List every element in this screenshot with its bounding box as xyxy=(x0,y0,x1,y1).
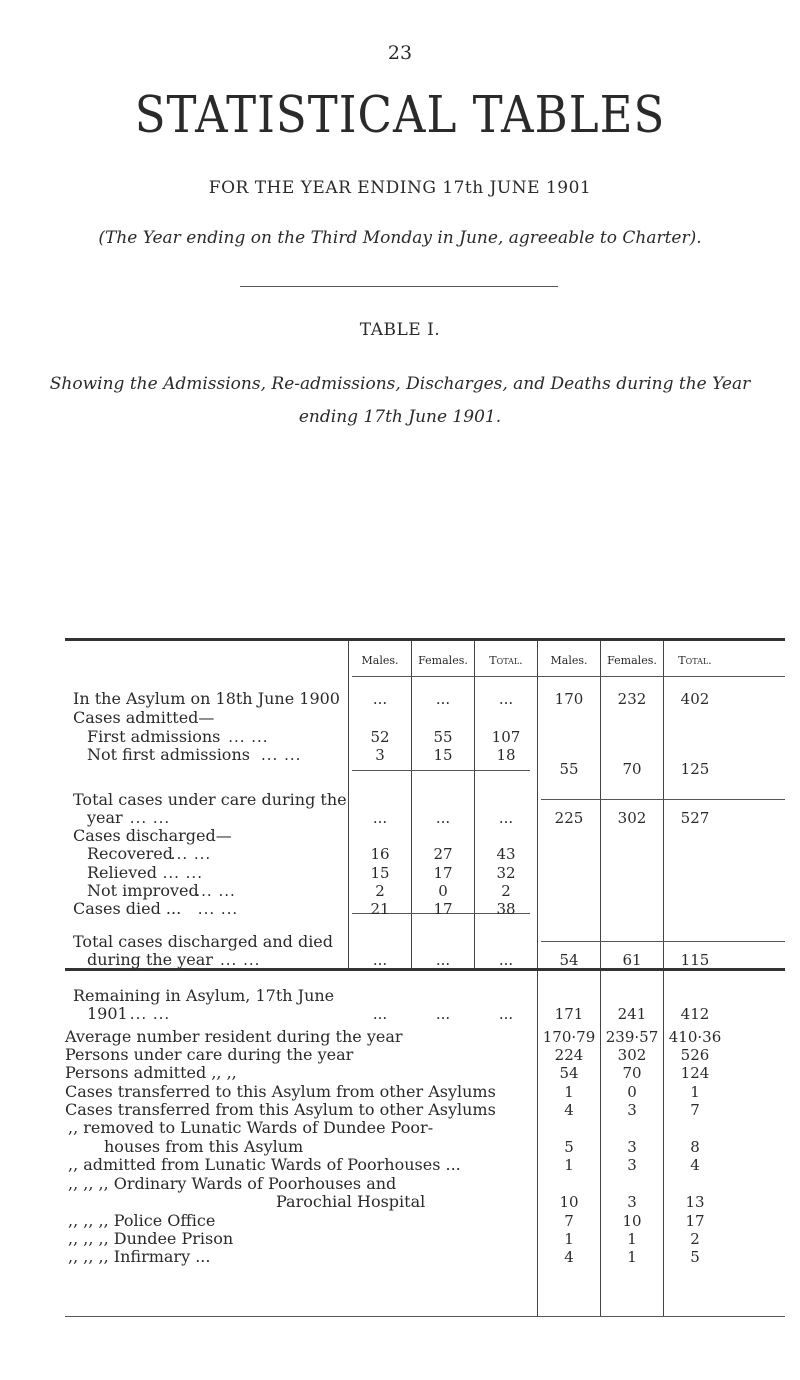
row-label: First admissions xyxy=(87,727,221,746)
table-cell: 27 xyxy=(433,845,453,863)
table-cell: 1 xyxy=(564,1156,574,1174)
table-cell: 61 xyxy=(622,951,642,969)
table-cell: 13 xyxy=(685,1193,705,1211)
table-cell: 16 xyxy=(370,845,390,863)
table1-top-rule xyxy=(65,638,785,641)
page-number: 23 xyxy=(387,42,413,64)
row-label: Remaining in Asylum, 17th June xyxy=(73,986,335,1005)
dot-leader: ... ... xyxy=(162,864,203,882)
table-cell: 1 xyxy=(627,1248,637,1266)
males-header: Males. xyxy=(361,654,399,667)
table-cell: 302 xyxy=(617,809,647,827)
table-cell: 225 xyxy=(554,809,584,827)
table-cell: 402 xyxy=(680,690,710,708)
table-cell: 1 xyxy=(690,1083,700,1101)
table2-bottom-rule xyxy=(65,1316,785,1317)
females-header: Females. xyxy=(418,654,468,667)
table-cell: ... xyxy=(435,809,451,827)
row-label: Average number resident during the year xyxy=(65,1027,403,1046)
table-cell: 527 xyxy=(680,809,710,827)
table-cell: ... xyxy=(435,1005,451,1023)
row-label: Cases admitted— xyxy=(73,708,215,727)
row-label: Persons admitted ,, ,, xyxy=(65,1063,237,1082)
table-cell: 170 xyxy=(554,690,584,708)
table-cell: ... xyxy=(372,690,388,708)
table-cell: 15 xyxy=(433,746,453,764)
females-header: Females. xyxy=(607,654,657,667)
table-cell: 54 xyxy=(559,1064,579,1082)
table-cell: 125 xyxy=(680,760,710,778)
table-cell: 410·36 xyxy=(668,1028,722,1046)
table-cell: 55 xyxy=(559,760,579,778)
table-cell: 17 xyxy=(433,864,453,882)
subtotal-rule xyxy=(541,799,785,800)
table-cell: ... xyxy=(498,1005,514,1023)
table-cell: 5 xyxy=(690,1248,700,1266)
table-cell: 5 xyxy=(564,1138,574,1156)
table-label: TABLE I. xyxy=(359,320,441,340)
total-header: Total. xyxy=(678,654,712,667)
table-caption xyxy=(40,368,760,434)
total-header: Total. xyxy=(489,654,523,667)
table-cell: ... xyxy=(498,951,514,969)
table-cell: 43 xyxy=(496,845,516,863)
subtotal-rule xyxy=(541,941,785,942)
table-cell: 224 xyxy=(554,1046,584,1064)
dot-leader: ... ... xyxy=(129,1005,171,1023)
table-cell: 7 xyxy=(564,1212,574,1230)
table-cell: 232 xyxy=(617,690,647,708)
table-cell: 412 xyxy=(680,1005,710,1023)
table-cell: 70 xyxy=(622,1064,642,1082)
dot-leader: ... ... xyxy=(220,951,261,969)
row-label: Not improved xyxy=(87,881,199,900)
row-label: ,, ,, ,, Dundee Prison xyxy=(68,1229,234,1248)
table-cell: 4 xyxy=(690,1156,700,1174)
table-cell: 170·79 xyxy=(542,1028,596,1046)
row-label: Recovered xyxy=(87,844,173,863)
table-cell: ... xyxy=(372,1005,388,1023)
table-cell: 302 xyxy=(617,1046,647,1064)
table-cell: ... xyxy=(435,951,451,969)
subtotal-rule xyxy=(352,770,530,771)
table-cell: 239·57 xyxy=(605,1028,659,1046)
row-label: year xyxy=(87,808,123,827)
table-cell: 115 xyxy=(680,951,710,969)
table-cell: 526 xyxy=(680,1046,710,1064)
row-label: 1901 xyxy=(87,1004,128,1023)
subtitle-note: (The Year ending on the Third Monday in June, agreeable to Charter). xyxy=(98,228,702,248)
table-cell: 2 xyxy=(690,1230,700,1248)
males-header: Males. xyxy=(550,654,588,667)
dot-leader: ... ... xyxy=(261,746,302,764)
row-label: ,, admitted from Lunatic Wards of Poorhouses ... xyxy=(68,1155,461,1174)
row-label: Total cases under care during the xyxy=(73,790,347,809)
table-cell: 3 xyxy=(627,1101,637,1119)
table-cell: ... xyxy=(372,809,388,827)
row-label: ,, removed to Lunatic Wards of Dundee Poor- xyxy=(68,1118,434,1137)
divider-rule xyxy=(240,286,558,287)
table-cell: 124 xyxy=(680,1064,710,1082)
row-label: Cases transferred from this Asylum to other Asylums xyxy=(65,1100,496,1119)
table-cell: 1 xyxy=(564,1230,574,1248)
page-subtitle: FOR THE YEAR ENDING 17th JUNE 1901 xyxy=(208,178,592,198)
table-cell: 32 xyxy=(496,864,516,882)
table-cell: 10 xyxy=(622,1212,642,1230)
row-label: Relieved xyxy=(87,863,157,882)
table-cell: 17 xyxy=(685,1212,705,1230)
table-cell: ... xyxy=(498,809,514,827)
table-cell: 2 xyxy=(375,882,385,900)
page-title: STATISTICAL TABLES xyxy=(134,84,666,145)
row-label: Persons under care during the year xyxy=(65,1045,354,1064)
table-cell: 1 xyxy=(627,1230,637,1248)
table-cell: 21 xyxy=(370,900,390,918)
table-cell: 7 xyxy=(690,1101,700,1119)
table-cell: ... xyxy=(498,690,514,708)
dot-leader: ... ... xyxy=(197,900,239,918)
table-cell: 3 xyxy=(627,1193,637,1211)
table-cell: 107 xyxy=(491,728,521,746)
row-label: Not first admissions xyxy=(87,745,250,764)
table-cell: 171 xyxy=(554,1005,584,1023)
table-cell: 3 xyxy=(627,1138,637,1156)
table-cell: 241 xyxy=(617,1005,647,1023)
dot-leader: ... ... xyxy=(228,728,269,746)
table-cell: 38 xyxy=(496,900,516,918)
table-cell: ... xyxy=(372,951,388,969)
row-label: ,, ,, ,, Police Office xyxy=(68,1211,216,1230)
table-cell: 3 xyxy=(627,1156,637,1174)
table-cell: 54 xyxy=(559,951,579,969)
table-cell: 0 xyxy=(627,1083,637,1101)
row-label: Cases discharged— xyxy=(73,826,232,845)
caption-line-2: ending 17th June 1901. xyxy=(298,407,502,427)
dot-leader: ... ... xyxy=(129,809,171,827)
table-cell: 8 xyxy=(690,1138,700,1156)
table-cell: 4 xyxy=(564,1248,574,1266)
table-cell: 4 xyxy=(564,1101,574,1119)
dot-leader: ... ... xyxy=(195,882,236,900)
row-label: houses from this Asylum xyxy=(104,1137,304,1156)
row-label: Parochial Hospital xyxy=(276,1192,426,1211)
row-label: Cases transferred to this Asylum from other Asylums xyxy=(65,1082,496,1101)
table-cell: ... xyxy=(435,690,451,708)
row-label: Total cases discharged and died xyxy=(73,932,334,951)
table-cell: 1 xyxy=(564,1083,574,1101)
row-label: In the Asylum on 18th June 1900 xyxy=(73,689,340,708)
row-label: during the year xyxy=(87,950,213,969)
table-cell: 15 xyxy=(370,864,390,882)
table-cell: 18 xyxy=(496,746,516,764)
row-label: Cases died ... xyxy=(73,899,182,918)
caption-line-1: Showing the Admissions, Re-admissions, Discharges, and Deaths during the Year xyxy=(49,374,751,394)
dot-leader: ... ... xyxy=(170,845,212,863)
row-label: ,, ,, ,, Infirmary ... xyxy=(68,1247,211,1266)
row-label: ,, ,, ,, Ordinary Wards of Poorhouses and xyxy=(68,1174,397,1193)
table-cell: 17 xyxy=(433,900,453,918)
table-cell: 52 xyxy=(370,728,390,746)
table-cell: 3 xyxy=(375,746,385,764)
table-cell: 2 xyxy=(501,882,511,900)
table-cell: 10 xyxy=(559,1193,579,1211)
table-cell: 0 xyxy=(438,882,448,900)
header-rule xyxy=(352,676,785,677)
table-cell: 70 xyxy=(622,760,642,778)
table-cell: 55 xyxy=(433,728,453,746)
